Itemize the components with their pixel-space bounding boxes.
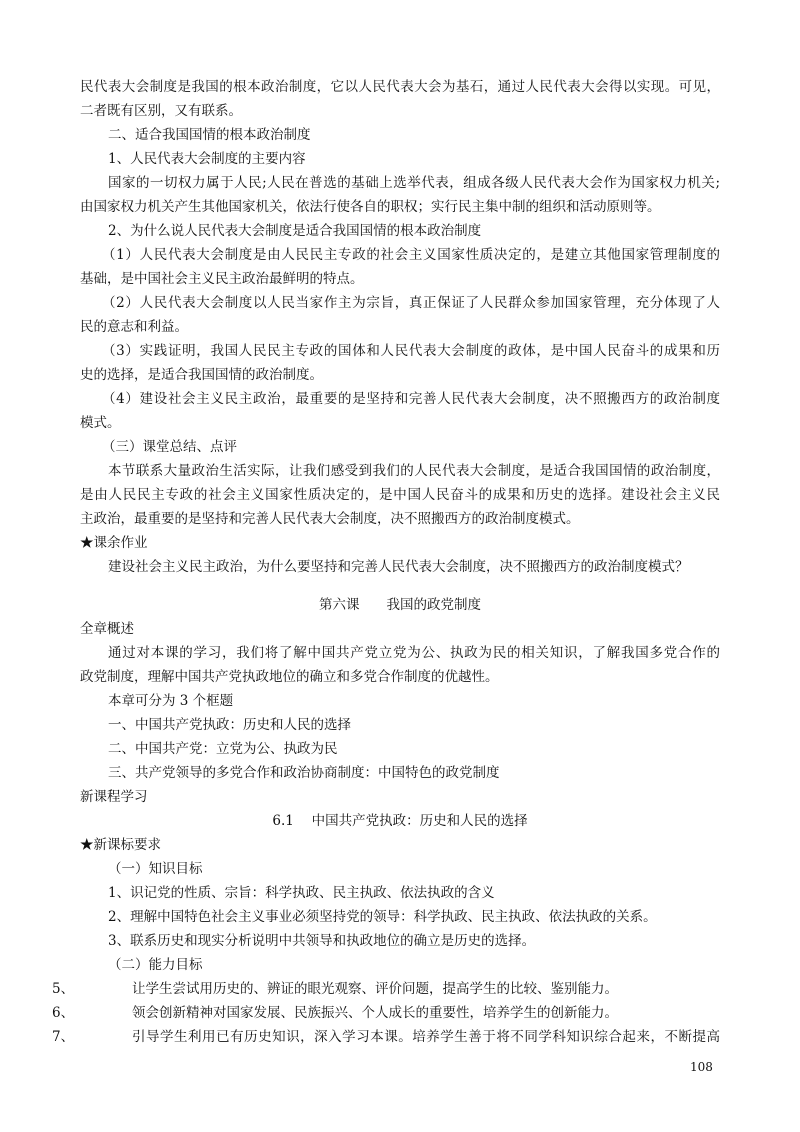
text-line: 建设社会主义民主政治，为什么要坚持和完善人民代表大会制度，决不照搬西方的政治制度模式？ xyxy=(108,559,689,575)
list-number: 7、 xyxy=(52,1029,75,1045)
section-heading: （一）知识目标 xyxy=(108,861,203,877)
subsection-title: 6.1 中国共产党执政：历史和人民的选择 xyxy=(272,813,528,829)
text-line: 本章可分为 3 个框题 xyxy=(108,693,234,709)
text-line: 民代表大会制度是我国的根本政治制度，它以人民代表大会为基石，通过人民代表大会得以实现。可见， xyxy=(80,79,720,95)
text-line: （1）人民代表大会制度是由人民民主专政的社会主义国家性质决定的，是建立其他国家管理制度的 xyxy=(102,247,720,263)
text-line: 基础，是中国社会主义民主政治最鲜明的特点。 xyxy=(80,271,364,287)
text-line: 是由人民民主专政的社会主义国家性质决定的，是中国人民奋斗的成果和历史的选择。建设社会主义民 xyxy=(80,487,720,503)
section-heading: 新课程学习 xyxy=(80,789,148,805)
subsection-heading: 2、为什么说人民代表大会制度是适合我国国情的根本政治制度 xyxy=(108,223,482,239)
text-line: 本节联系大量政治生活实际，让我们感受到我们的人民代表大会制度，是适合我国国情的政治制度， xyxy=(108,463,720,479)
list-number: 5、 xyxy=(52,981,75,997)
text-line: 国家的一切权力属于人民;人民在普选的基础上选举代表，组成各级人民代表大会作为国家权力机关; xyxy=(108,175,720,191)
text-line: 由国家权力机关产生其他国家机关，依法行使各自的职权；实行民主集中制的组织和活动原则等。 xyxy=(80,199,661,215)
lesson-title: 第六课 我国的政党制度 xyxy=(319,597,481,613)
text-line: 模式。 xyxy=(80,415,121,431)
text-line: （2）人民代表大会制度以人民当家作主为宗旨，真正保证了人民群众参加国家管理，充分体现了人 xyxy=(102,295,720,311)
subsection-heading: 1、人民代表大会制度的主要内容 xyxy=(108,151,306,167)
list-item: 让学生尝试用历史的、辨证的眼光观察、评价问题，提高学生的比较、鉴别能力。 xyxy=(132,981,618,997)
list-item: 领会创新精神对国家发展、民族振兴、个人成长的重要性，培养学生的创新能力。 xyxy=(132,1005,618,1021)
list-number: 6、 xyxy=(52,1005,75,1021)
text-line: 通过对本课的学习，我们将了解中国共产党立党为公、执政为民的相关知识，了解我国多党合作的 xyxy=(108,645,720,661)
list-item: 1、识记党的性质、宗旨：科学执政、民主执政、依法执政的含义 xyxy=(108,885,495,901)
section-heading: ★课余作业 xyxy=(80,535,148,551)
list-item: 2、理解中国特色社会主义事业必须坚持党的领导：科学执政、民主执政、依法执政的关系。 xyxy=(108,909,657,925)
section-heading: （二）能力目标 xyxy=(108,957,203,973)
list-item: 3、联系历史和现实分析说明中共领导和执政地位的确立是历史的选择。 xyxy=(108,933,536,949)
text-line: 政党制度，理解中国共产党执政地位的确立和多党合作制度的优越性。 xyxy=(80,669,499,685)
list-item: 引导学生利用已有历史知识，深入学习本课。培养学生善于将不同学科知识综合起来，不断提高 xyxy=(132,1029,720,1045)
section-heading: 二、适合我国国情的根本政治制度 xyxy=(108,127,311,143)
list-item: 三、共产党领导的多党合作和政治协商制度：中国特色的政党制度 xyxy=(108,765,500,781)
section-heading: ★新课标要求 xyxy=(80,837,161,853)
text-line: （4）建设社会主义民主政治，最重要的是坚持和完善人民代表大会制度，决不照搬西方的政治制度 xyxy=(102,391,720,407)
list-item: 二、中国共产党：立党为公、执政为民 xyxy=(108,741,338,757)
text-line: 史的选择，是适合我国国情的政治制度。 xyxy=(80,367,323,383)
text-line: 民的意志和利益。 xyxy=(80,319,188,335)
section-heading: （三）课堂总结、点评 xyxy=(102,439,237,455)
list-item: 一、中国共产党执政：历史和人民的选择 xyxy=(108,717,351,733)
page-number: 108 xyxy=(690,1060,713,1074)
text-line: 主政治，最重要的是坚持和完善人民代表大会制度，决不照搬西方的政治制度模式。 xyxy=(80,511,580,527)
text-line: 二者既有区别，又有联系。 xyxy=(80,103,242,119)
section-heading: 全章概述 xyxy=(80,621,134,637)
text-line: （3）实践证明，我国人民民主专政的国体和人民代表大会制度的政体，是中国人民奋斗的成果和历 xyxy=(102,343,720,359)
